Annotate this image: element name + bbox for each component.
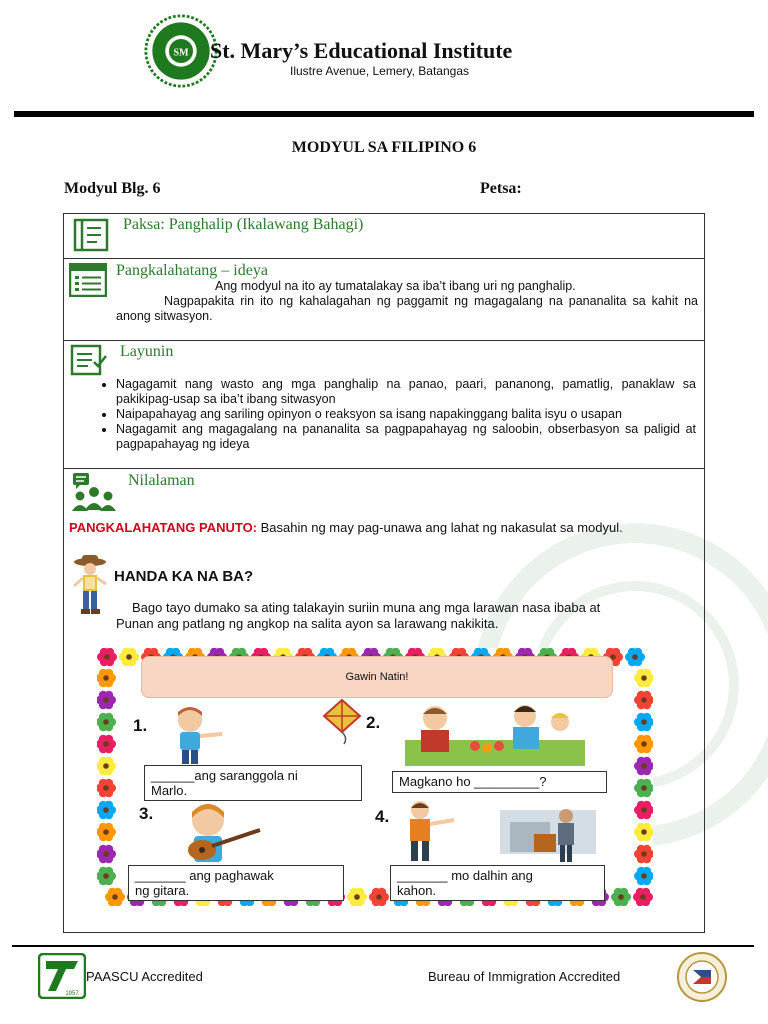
answer-box-1 [144,765,362,801]
list-icon [69,263,107,297]
man-pointing-icon [396,798,462,864]
answer-line: Marlo. [151,783,188,798]
man-carrying-box-icon [500,806,596,864]
topic-title: Paksa: Panghalip (Ikalawang Bahagi) [123,216,364,233]
flower-center [641,829,647,835]
header-divider [14,111,754,117]
overview-line-1: Ang modyul na ito ay tumatalakay sa iba’t ibang uri ng panghalip. [215,279,576,293]
flower-center [641,851,647,857]
flower-center [103,807,109,813]
objectives-list [96,377,696,452]
flower-center [641,697,647,703]
cowboy-character-icon [68,554,114,616]
answer-line: _______ ang paghawak [135,868,274,883]
section-divider [63,258,705,259]
kite-icon [318,698,366,746]
school-seal-icon [144,14,218,88]
flower-center [112,894,118,900]
school-address: Ilustre Avenue, Lemery, Batangas [290,64,469,78]
section-divider [63,468,705,469]
flower-center [104,654,110,660]
item-number: 3. [139,804,154,823]
flower-center [103,741,109,747]
flower-center [641,873,647,879]
date-label: Petsa: [480,180,522,197]
intro-line-1: Bago tayo dumako sa ating talakayin suriin muna ang mga larawan nasa ibaba at [132,600,601,615]
general-instruction [69,520,698,535]
flower-center [641,741,647,747]
module-title: MODYUL SA FILIPINO 6 [291,139,477,156]
item-number: 4. [375,807,390,826]
overview-title: Pangkalahatang – ideya [116,262,268,279]
instruction-text: Basahin ng may pag-unawa ang lahat ng nakasulat sa modyul. [260,520,623,535]
flower-center [126,654,132,660]
flower-center [103,719,109,725]
flower-center [640,894,646,900]
module-number: Modyul Blg. 6 [64,180,161,197]
flower-center [641,675,647,681]
checklist-icon [70,344,108,378]
immigration-text: Bureau of Immigration Accredited [428,969,621,984]
flower-center [103,829,109,835]
flower-center [641,785,647,791]
flower-center [103,873,109,879]
seal-initials: SM [173,47,189,59]
flower-center [641,719,647,725]
intro-line-2: Punan ang patlang ng angkop na salita ayon sa larawang nakikita. [116,616,499,631]
objectives-title: Layunin [120,343,174,360]
answer-box-3 [128,865,344,901]
objective-item: • Nagagamit nang wasto ang mga panghalip na panao, paari, pananong, pamatlig, panaklaw sa pakikipag-usap sa iba’t ibang sitwasyon [116,377,696,407]
flower-center [641,807,647,813]
boy-guitar-icon [168,800,264,866]
item-number: 1. [133,716,148,735]
item-number: 2. [366,713,381,732]
market-vendor-icon [405,700,585,766]
school-name: St. Mary’s Educational Institute [210,38,513,63]
flower-center [103,763,109,769]
flower-center [618,894,624,900]
flower-center [103,851,109,857]
paascu-year: 1957 [65,991,79,997]
objective-item: • Naipapahayag ang sariling opinyon o reaksyon sa isang napakinggang balita isyu o usapan [116,407,696,422]
flower-center [103,785,109,791]
section-divider [63,340,705,341]
answer-line: _______ mo dalhin ang [397,868,533,883]
answer-line: Magkano ho _________? [399,774,547,789]
footer-divider [12,945,754,947]
answer-box-4 [390,865,605,901]
paascu-logo-icon [38,953,86,999]
paascu-text: PAASCU Accredited [86,969,203,984]
answer-line: ______ang saranggola ni [151,768,298,783]
group-icon [70,472,118,512]
flower-center [354,894,360,900]
objective-item: • Nagagamit ang magagalang na pananalita sa pagpapahayag ng saloobin, obserbasyon sa paligid at pagpapahayag ng ideya [116,422,696,452]
activity-banner: Gawin Natin! [141,656,613,698]
answer-line: kahon. [397,883,437,898]
flower-center [376,894,382,900]
document-icon [72,218,110,252]
immigration-seal-icon [676,951,728,1003]
answer-box-2 [392,771,607,793]
flower-center [632,654,638,660]
content-title: Nilalaman [128,472,195,489]
ready-heading: HANDA KA NA BA? [114,568,254,585]
instruction-label: PANGKALAHATANG PANUTO: [69,520,258,535]
overview-line-2: Nagpapakita rin ito ng kahalagahan ng paggamit ng magagalang na pananalita sa kahit na anong sitwasyon. [116,294,698,323]
flower-center [641,763,647,769]
boy-pointing-icon [160,704,232,766]
answer-line: ng gitara. [135,883,190,898]
flower-center [103,675,109,681]
flower-center [103,697,109,703]
